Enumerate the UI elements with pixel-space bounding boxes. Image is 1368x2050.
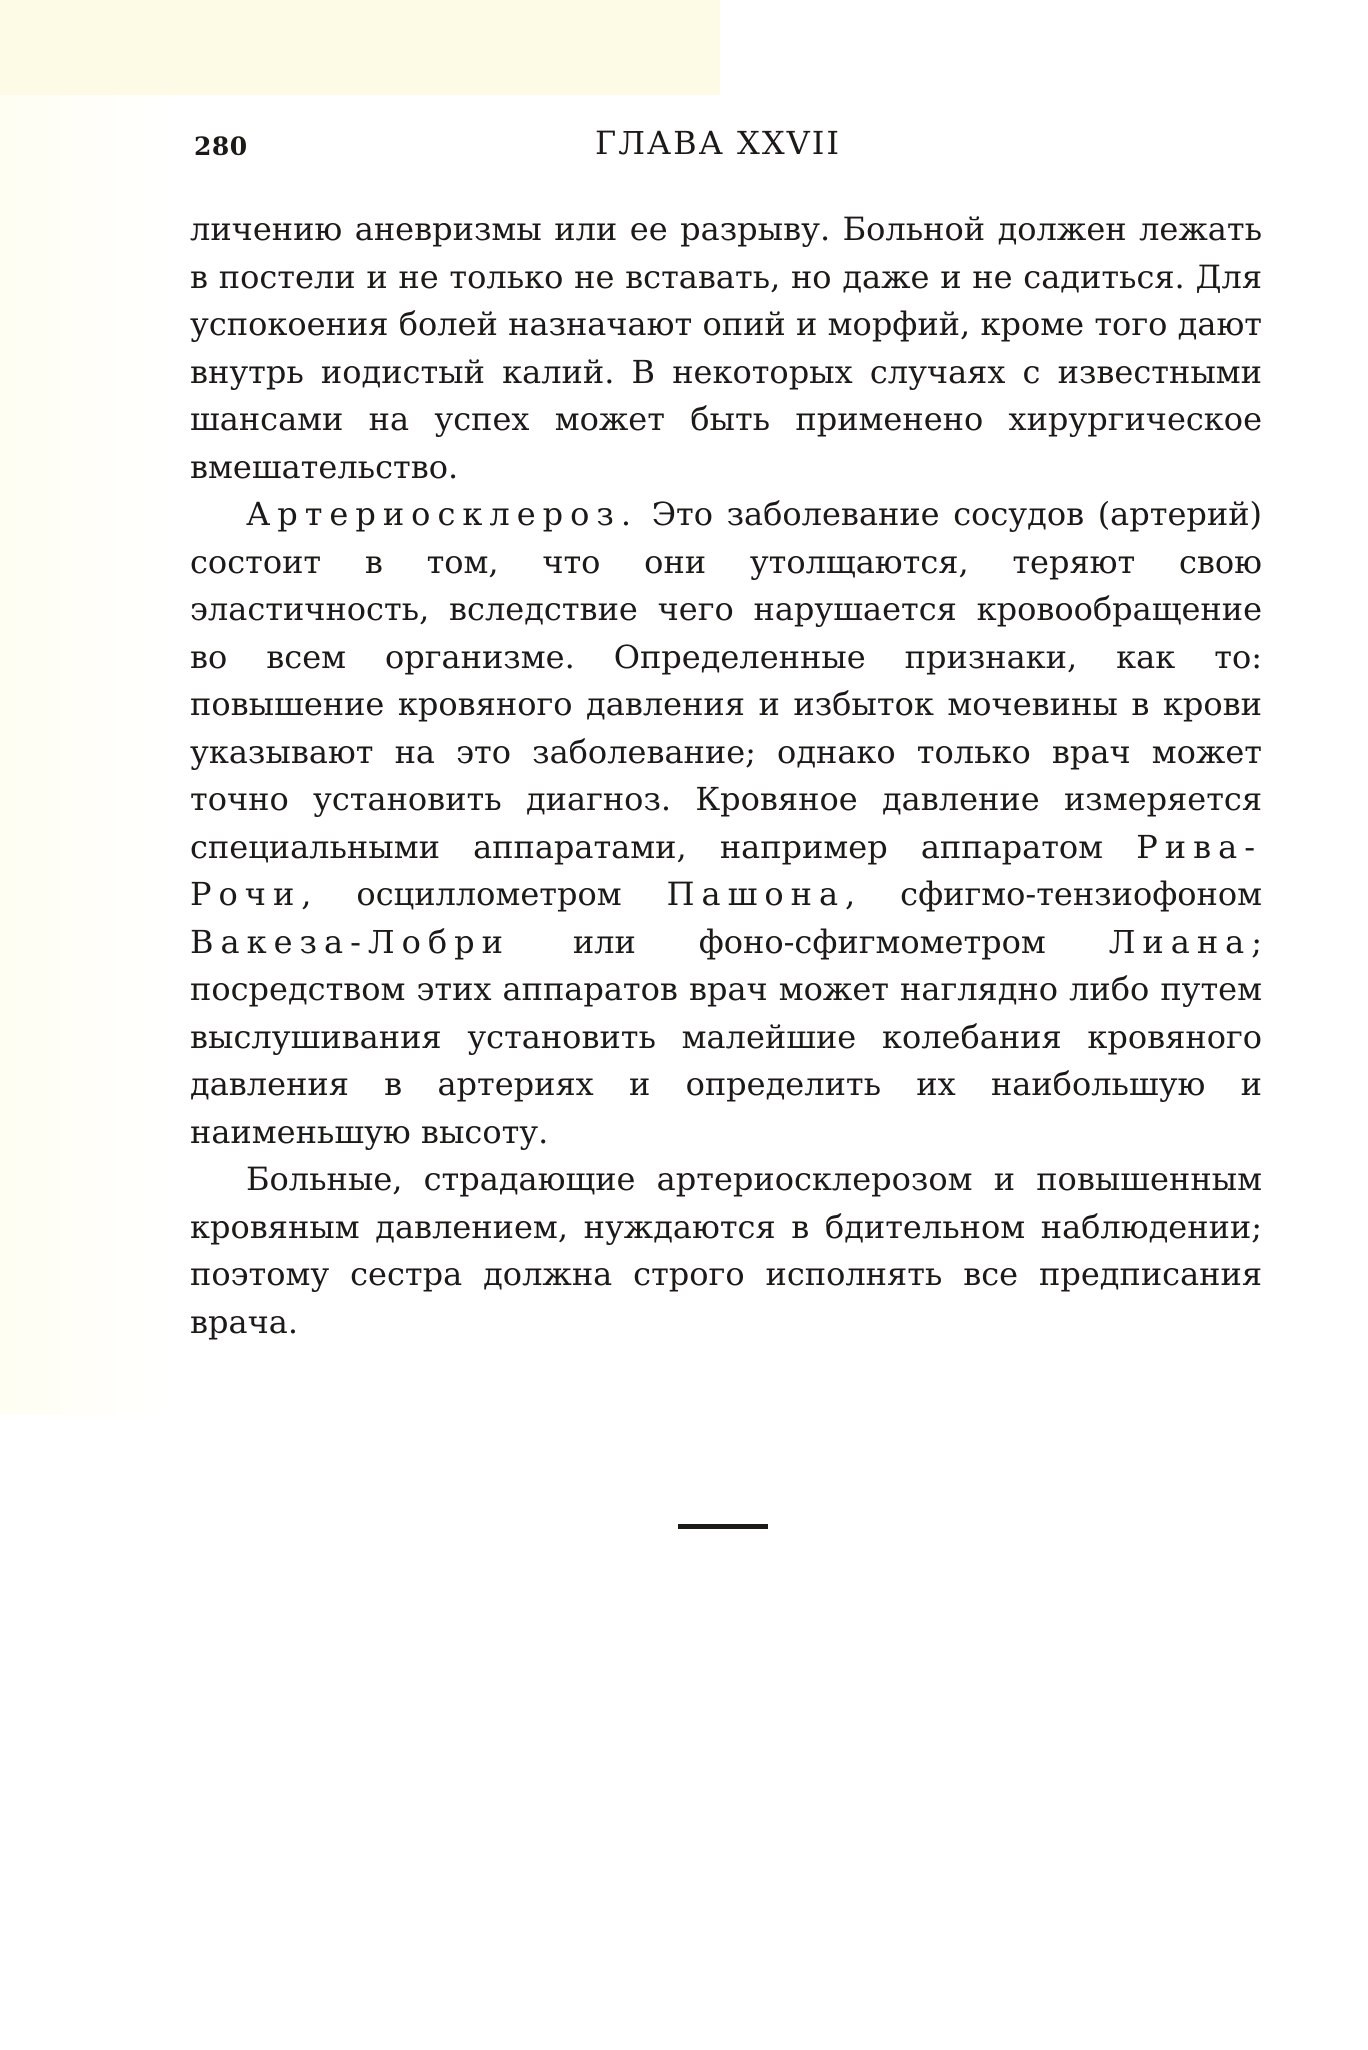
device-author-riva-rocci: Рива-Рочи <box>190 827 1262 913</box>
device-author-lian: Лиана <box>1108 922 1252 961</box>
scan-side-tint <box>0 95 175 1415</box>
page-header <box>190 124 1262 168</box>
device-author-pachon: Пашона <box>666 875 846 913</box>
paragraph-arteriosclerosis <box>190 491 1262 1156</box>
body-text <box>190 206 1262 1346</box>
paragraph-text: , сфигмо-тензиофоном <box>845 875 1263 913</box>
paragraph-text: , осциллометром <box>301 875 667 913</box>
paragraph-aneurysm-treatment <box>190 206 1262 491</box>
page-number: 280 <box>194 132 248 161</box>
running-head: ГЛАВА XXVII <box>595 124 841 162</box>
device-author-vaquez-laubry: Вакеза-Лобри <box>190 922 510 961</box>
paragraph-text: личению аневризмы или ее разрыву. Больной должен лежать в постели и не только не вставать, но даже и не садиться. Для успокоения болей назначают опий и морфий, кроме того дают внутрь иодистый калий. В некоторых случаях с известными шансами на успех может быть применено хирургическое вмешательство. <box>190 210 1262 486</box>
paragraph-text: Это заболевание сосудов (артерий) состоит в том, что они утолщаются, теряют свою эластичность, вследствие чего нарушается кровообращение во всем организме. Определенные признаки, как то: повышение кровяного давления и избыток мочевины в крови указывают на это заболевание; однако только врач может точно установить диагноз. Кровяное давление измеряется специальными аппаратами, например аппаратом <box>190 495 1262 866</box>
end-of-chapter-rule <box>678 1524 768 1529</box>
paragraph-text: или фоно-сфигмометром <box>509 922 1109 961</box>
paragraph-text: ; посредством этих аппаратов врач может наглядно либо путем выслушивания установить малейшие колебания кровяного давления в артериях и определить их наибольшую и наименьшую высоту. <box>190 922 1262 1151</box>
paragraph-text: Больные, страдающие артериосклерозом и повышенным кровяным давлением, нуждаются в бдительном наблюдении; поэтому сестра должна строго исполнять все предписания врача. <box>190 1160 1262 1341</box>
paragraph-patient-care <box>190 1156 1262 1346</box>
scan-margin-tint <box>0 0 720 95</box>
section-term-arteriosclerosis: Артериосклероз. <box>246 495 638 533</box>
